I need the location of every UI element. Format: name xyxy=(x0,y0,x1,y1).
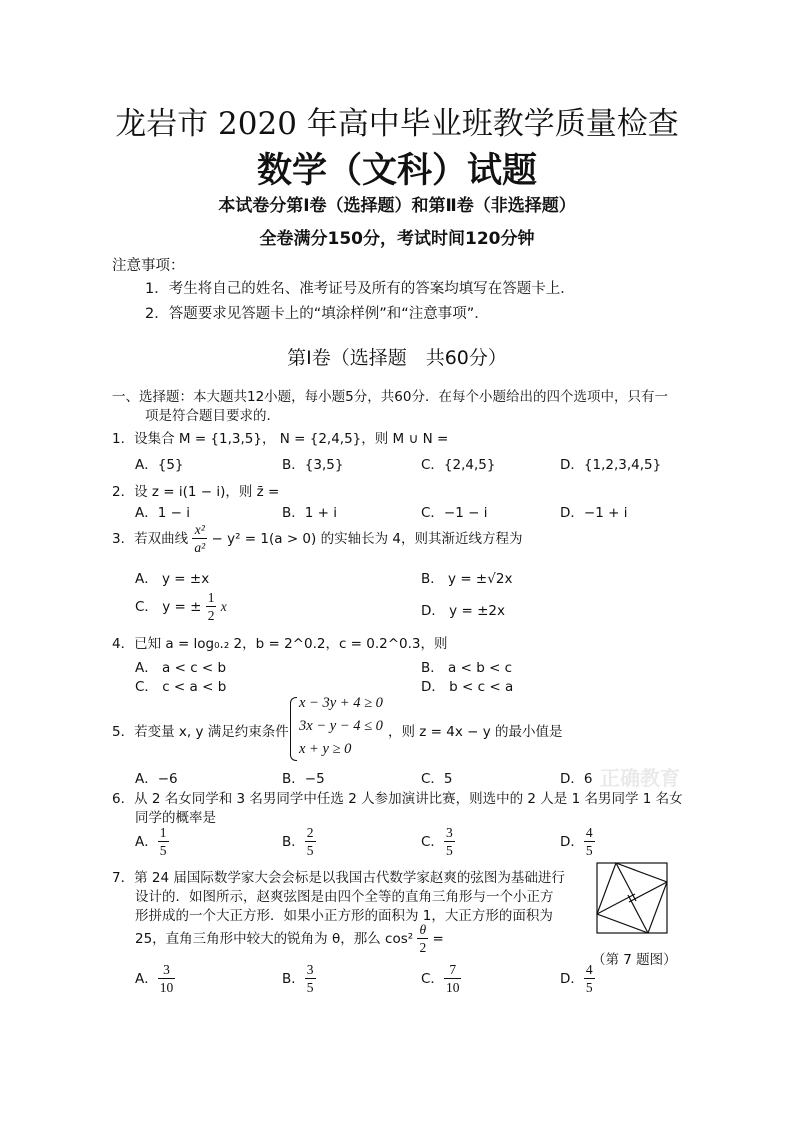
q7-stem-line4-prefix: 25，直角三角形中较大的锐角为 θ，那么 cos² xyxy=(135,931,414,947)
q7-option-a-num: 3 xyxy=(158,962,176,979)
q7-option-b-label: B． xyxy=(282,971,305,987)
q6-option-a-den: 5 xyxy=(159,843,167,858)
q7-option-c-fraction xyxy=(444,962,462,996)
q5-stem-suffix: ，则 z = 4x − y 的最小值是 xyxy=(388,724,563,740)
q4-option-a: A． a < c < b xyxy=(135,660,227,676)
q6-option-c-label: C． xyxy=(421,834,444,850)
section-intro-line2: 项是符合题目要求的． xyxy=(145,408,280,424)
q7-frac-num: θ xyxy=(417,922,428,939)
q6-stem-line1: 6．从 2 名女同学和 3 名男同学中任选 2 人参加演讲比赛，则选中的 2 人是 1 名男同学 1 名女 xyxy=(112,791,683,807)
q3-option-a: A． y = ±x xyxy=(135,571,210,587)
q7-option-c xyxy=(421,962,461,996)
q7-stem-line2: 设计的．如图所示，赵爽弦图是由四个全等的直角三角形与一个小正方 xyxy=(135,889,554,905)
q3-frac-den: a² xyxy=(194,540,206,555)
q6-option-d xyxy=(560,825,595,859)
q7-option-c-num: 7 xyxy=(444,962,462,979)
q7-option-d-num: 4 xyxy=(585,962,593,977)
q3-option-c-den: 2 xyxy=(207,608,215,623)
q7-option-b xyxy=(282,962,316,996)
section-intro-line1: 一、选择题：本大题共12小题，每小题5分，共60分．在每个小题给出的四个选项中，只有一 xyxy=(112,389,668,405)
q6-option-d-label: D． xyxy=(560,834,584,850)
q5-option-d: D．6 xyxy=(560,771,593,787)
q3-option-c-num: 1 xyxy=(207,590,215,605)
q7-option-b-fraction xyxy=(305,962,316,996)
q3-option-c-fraction xyxy=(206,590,217,624)
q6-option-c xyxy=(421,825,455,859)
section-title: 第Ⅰ卷（选择题 共60分） xyxy=(287,347,507,369)
q1-option-d: D．{1,2,3,4,5} xyxy=(560,457,662,473)
notes-heading: 注意事项： xyxy=(112,258,185,274)
q4-option-d: D． b < c < a xyxy=(421,679,514,695)
q4-stem: 4．已知 a = log₀.₂ 2，b = 2^0.2，c = 0.2^0.3，则 xyxy=(112,636,448,652)
q7-option-a xyxy=(135,962,175,996)
diagram-outer-square xyxy=(597,863,667,933)
exam-subtitle-structure: 本试卷分第Ⅰ卷（选择题）和第Ⅱ卷（非选择题） xyxy=(218,196,576,216)
zhao-shuang-diagram xyxy=(596,862,668,934)
q6-stem-line2: 同学的概率是 xyxy=(135,810,216,826)
q7-option-c-den: 10 xyxy=(445,980,460,995)
q6-option-b-den: 5 xyxy=(306,843,314,858)
q1-stem: 1．设集合 M = {1,3,5}， N = {2,4,5}，则 M ∪ N = xyxy=(112,431,449,447)
q6-option-c-fraction xyxy=(444,825,455,859)
exam-subtitle-time: 全卷满分150分，考试时间120分钟 xyxy=(259,229,535,249)
q2-option-b: B．1 + i xyxy=(282,505,337,521)
q4-option-c: C． c < a < b xyxy=(135,679,227,695)
q1-option-c: C．{2,4,5} xyxy=(421,457,496,473)
q5-constraint-2: 3x − y − 4 ≤ 0 xyxy=(299,718,383,734)
q6-option-b xyxy=(282,825,316,859)
q5-option-a: A．−6 xyxy=(135,771,178,787)
q7-option-a-den: 10 xyxy=(159,980,174,995)
q2-option-a: A．1 − i xyxy=(135,505,190,521)
q5-constraint-1: x − 3y + 4 ≥ 0 xyxy=(299,695,383,711)
q3-option-c-prefix: C． y = ± xyxy=(135,599,202,615)
q7-stem-line4-suffix: = xyxy=(432,931,444,947)
q6-option-a-fraction xyxy=(158,825,169,859)
q3-option-c-suffix: x xyxy=(220,599,227,614)
q3-option-d: D． y = ±2x xyxy=(421,603,505,619)
q2-option-c: C．−1 − i xyxy=(421,505,488,521)
q3-stem xyxy=(112,522,522,556)
q3-fraction xyxy=(192,522,207,556)
q6-option-d-num: 4 xyxy=(585,825,593,840)
q7-figure-caption: （第 7 题图） xyxy=(592,952,677,968)
q6-option-a-num: 1 xyxy=(159,825,167,840)
q4-option-b: B． a < b < c xyxy=(421,660,513,676)
q6-option-c-num: 3 xyxy=(445,825,453,840)
q2-option-d: D．−1 + i xyxy=(560,505,628,521)
q7-stem-line4 xyxy=(135,922,444,956)
q3-frac-num: x² xyxy=(192,522,207,539)
exam-title-line2: 数学（文科）试题 xyxy=(256,150,537,191)
q3-option-c xyxy=(135,590,227,624)
q6-option-a xyxy=(135,825,169,859)
q5-system-brace xyxy=(290,697,297,761)
q2-stem: 2．设 z = i(1 − i)，则 z̄ = xyxy=(112,484,280,500)
q7-option-b-num: 3 xyxy=(306,962,314,977)
q7-frac-den: 2 xyxy=(419,940,427,955)
notes-item-1: 1．考生将自己的姓名、准考证号及所有的答案均填写在答题卡上． xyxy=(145,281,575,297)
q5-option-c: C．5 xyxy=(421,771,453,787)
q7-option-d-label: D． xyxy=(560,971,584,987)
q7-option-a-label: A． xyxy=(135,971,158,987)
notes-item-2: 2．答题要求见答题卡上的“填涂样例”和“注意事项”． xyxy=(145,306,489,322)
q5-constraint-3: x + y ≥ 0 xyxy=(299,741,352,757)
q7-option-d-fraction xyxy=(584,962,595,996)
exam-title-line1: 龙岩市 2020 年高中毕业班教学质量检查 xyxy=(115,106,679,142)
q3-option-b: B． y = ±√2x xyxy=(421,571,513,587)
q1-option-a: A．{5} xyxy=(135,457,184,473)
q7-stem-fraction xyxy=(417,922,428,956)
q6-option-b-num: 2 xyxy=(306,825,314,840)
q7-option-c-label: C． xyxy=(421,971,444,987)
q6-option-a-label: A． xyxy=(135,834,158,850)
q6-option-b-label: B． xyxy=(282,834,305,850)
q3-stem-prefix: 3．若双曲线 xyxy=(112,531,189,547)
q6-option-c-den: 5 xyxy=(445,843,453,858)
q1-option-b: B．{3,5} xyxy=(282,457,344,473)
q7-stem-line1: 7．第 24 届国际数学家大会会标是以我国古代数学家赵爽的弦图为基础进行 xyxy=(112,870,565,886)
q7-option-b-den: 5 xyxy=(306,980,314,995)
q5-option-b: B．−5 xyxy=(282,771,325,787)
q6-option-d-fraction xyxy=(584,825,595,859)
q7-option-d-den: 5 xyxy=(585,980,593,995)
q7-stem-line3: 形拼成的一个大正方形．如果小正方形的面积为 1，大正方形的面积为 xyxy=(135,908,553,924)
q7-option-a-fraction xyxy=(158,962,176,996)
watermark: 正确教育 xyxy=(600,766,680,790)
q3-stem-suffix: − y² = 1(a > 0) 的实轴长为 4，则其渐近线方程为 xyxy=(211,531,523,547)
diagram-inner-tilted-square xyxy=(597,863,667,933)
q7-option-d xyxy=(560,962,595,996)
q6-option-d-den: 5 xyxy=(585,843,593,858)
q6-option-b-fraction xyxy=(305,825,316,859)
q5-stem-prefix: 5．若变量 x, y 满足约束条件 xyxy=(112,724,289,740)
